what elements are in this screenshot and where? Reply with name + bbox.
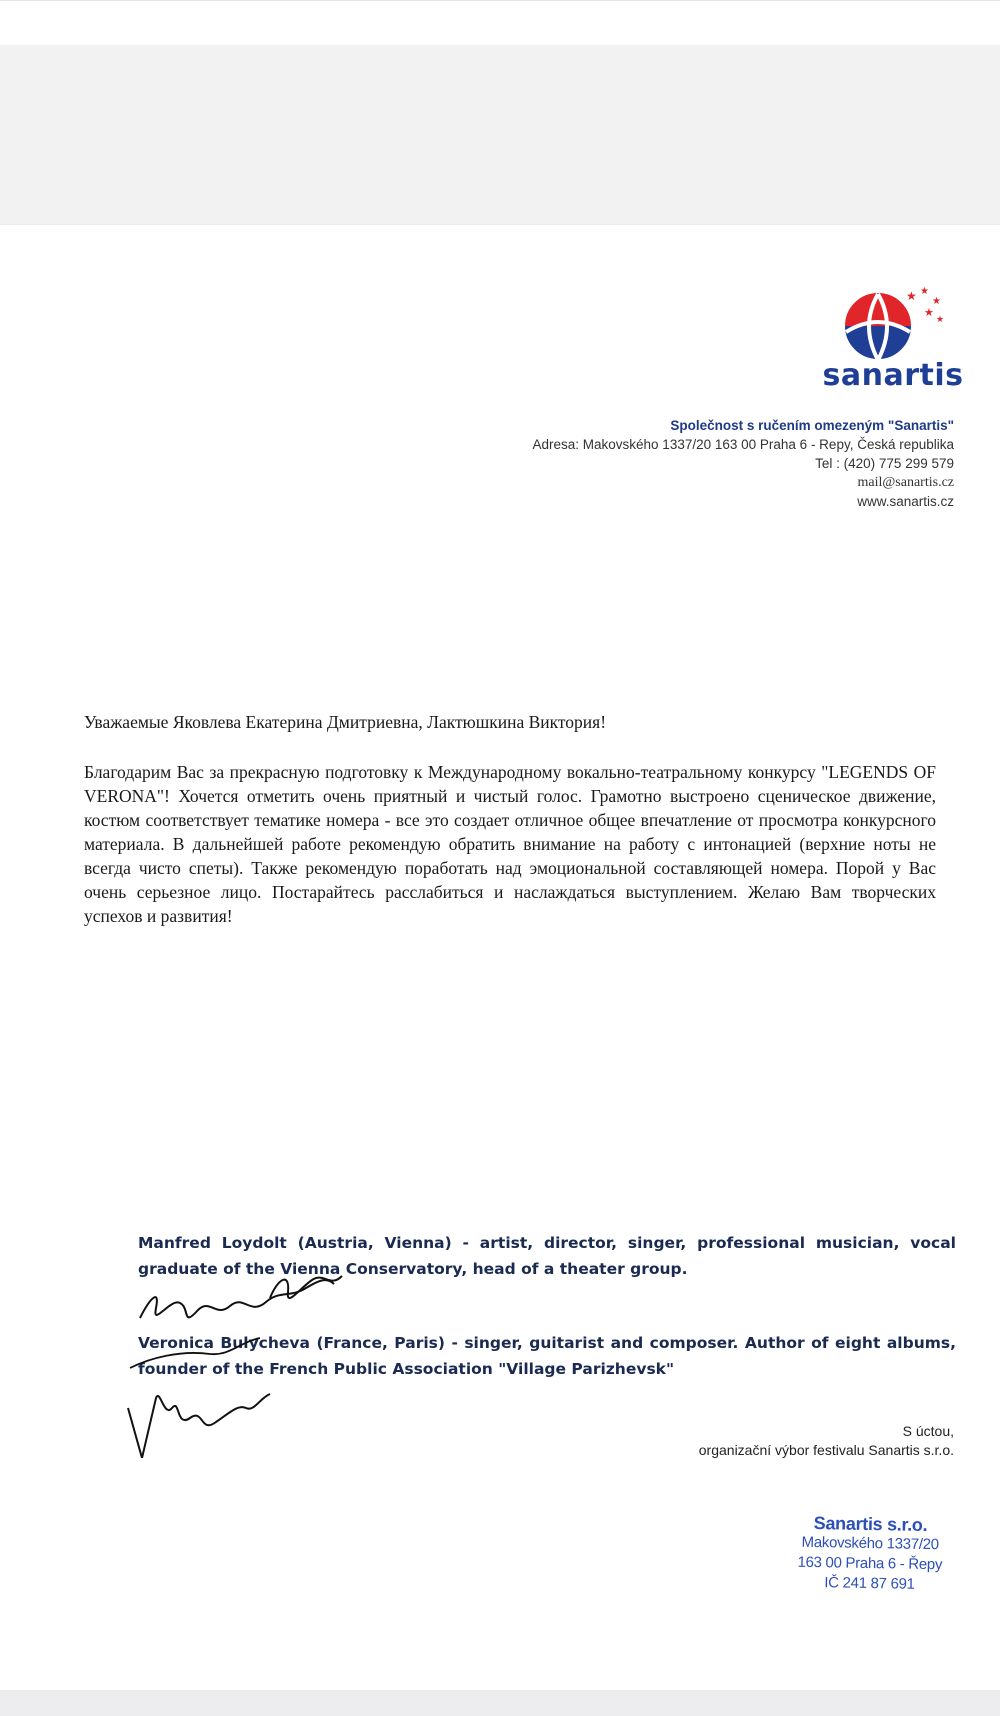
sanartis-logo (818, 282, 968, 397)
handwritten-signatures (120, 1258, 380, 1458)
closing-line-2: organizační výbor festivalu Sanartis s.r.o. (698, 1442, 954, 1458)
svg-text:★: ★ (920, 286, 929, 297)
company-info (533, 416, 955, 511)
svg-text:★: ★ (936, 315, 945, 325)
company-website: www.sanartis.cz (857, 494, 954, 509)
closing-block (699, 1422, 954, 1460)
svg-text:★: ★ (924, 306, 934, 319)
top-blank-band (0, 0, 1000, 225)
company-address: Adresa: Makovského 1337/20 163 00 Praha 6 - Repy, Česká republika (532, 437, 954, 452)
letter-body: Благодарим Вас за прекрасную подготовку к Международному вокально-театральному конкурсу "LEGENDS OF VERONA"! Хочется отметить очень приятный и чистый голос. Грамотно выстроено сценическое движение, костюм соответствует тематике номера - все это создает отличное общее впечатление от просмотра конкурсного материала. В дальнейшей работе рекомендую обратить внимание на работу с интонацией (верхние ноты не всегда чисто спеты). Также рекомендую поработать над эмоциональной составляющей номера. Порой у Вас очень серьезное лицо. Постарайтесь расслабиться и наслаждаться выступлением. Желаю Вам творческих успехов и развития! (84, 762, 936, 926)
stamp-ic: IČ 241 87 691 (824, 1574, 915, 1593)
company-email: mail@sanartis.cz (857, 475, 954, 490)
svg-text:★: ★ (932, 296, 941, 307)
jury-member-bulycheva: Veronica Bulycheva (France, Paris) - singer, guitarist and composer. Author of eight albums, founder of the French Public Association "Village Parizhevsk" (138, 1334, 956, 1378)
stamp-city: 163 00 Praha 6 - Řepy (797, 1553, 943, 1574)
letter-content (84, 710, 936, 928)
svg-text:★: ★ (906, 289, 917, 303)
stamp-street: Makovského 1337/20 (801, 1533, 939, 1554)
company-stamp (769, 1512, 970, 1595)
company-phone: Tel : (420) 775 299 579 (815, 456, 954, 471)
letter-salutation: Уважаемые Яковлева Екатерина Дмитриевна, Лактюшкина Виктория! (84, 712, 607, 732)
globe-stars-icon (836, 282, 950, 364)
logo-wordmark: sanartis (822, 358, 964, 393)
stamp-name: Sanartis s.r.o. (813, 1513, 928, 1535)
closing-line-1: S úctou, (902, 1423, 954, 1439)
jury-member-loydolt: Manfred Loydolt (Austria, Vienna) - artist, director, singer, professional musician, vocal graduate of the Vienna Conservatory, head of a theater group. (138, 1234, 956, 1278)
bottom-blank-band (0, 1690, 1000, 1716)
company-name: Společnost s ručením omezeným "Sanartis" (670, 418, 954, 433)
